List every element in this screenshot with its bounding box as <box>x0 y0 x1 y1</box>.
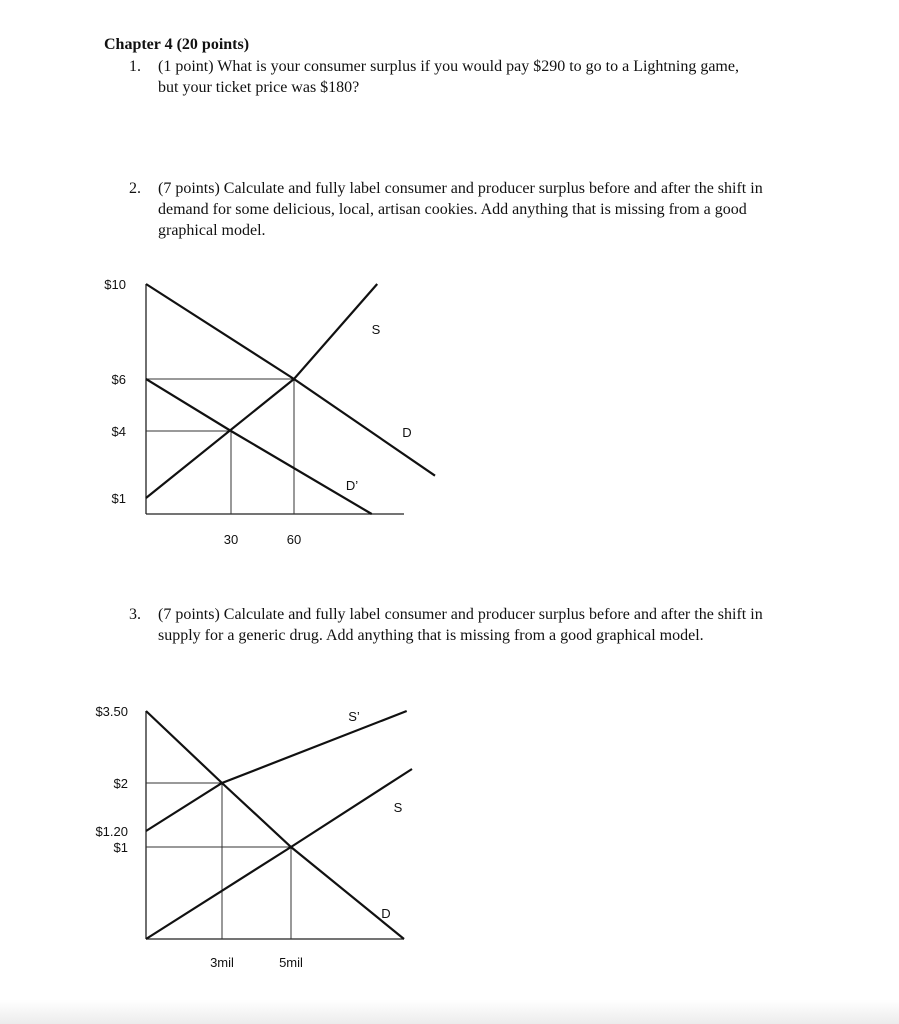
graph1-x-tick-label-30: 30 <box>223 532 239 547</box>
question-2-text: (7 points) Calculate and fully label consumer and producer surplus before and after the shift in demand for some delicious, local, artisan cookies. Add anything that is missing from a good graphical model. <box>158 180 763 239</box>
graph1-curve-d <box>146 284 435 476</box>
graph1-curve-label-d-prime: D’ <box>345 478 359 493</box>
question-3-text: (7 points) Calculate and fully label consumer and producer surplus before and after the shift in supply for a generic drug. Add anything that is missing from a good graphical model. <box>158 606 763 644</box>
graph2-curve-label-s: S <box>393 800 403 815</box>
question-3-number: 3. <box>129 606 141 623</box>
graph2-y-tick-label-1: $1 <box>113 840 128 855</box>
graph2-x-tick-label-3mil: 3mil <box>210 955 234 970</box>
graph1-curve-d-prime <box>146 379 372 514</box>
graph2-y-tick-label-1-20: $1.20 <box>95 824 128 839</box>
graph2-y-tick-label-2: $2 <box>113 776 128 791</box>
graph1-y-tick-label-6: $6 <box>111 372 126 387</box>
graph1-curve-label-s: S <box>371 322 381 337</box>
graph1-y-tick-label-1: $1 <box>111 491 126 506</box>
graph1-x-tick-label-60: 60 <box>286 532 302 547</box>
graph2-curve-label-d: D <box>381 906 391 921</box>
graph2-curve-s-prime <box>146 711 407 831</box>
question-1-number: 1. <box>129 58 141 75</box>
graph2-x-tick-label-5mil: 5mil <box>279 955 303 970</box>
graph1-curve-s <box>146 284 377 498</box>
graph1-y-tick-label-10: $10 <box>104 277 126 292</box>
question-2-number: 2. <box>129 180 141 197</box>
graph2-curve-label-s-prime: S’ <box>348 709 360 724</box>
chapter-title: Chapter 4 (20 points) <box>104 36 250 53</box>
page-bottom-edge <box>0 1000 899 1024</box>
graph2-curve-d <box>146 711 404 939</box>
question-1-text: (1 point) What is your consumer surplus if you would pay $290 to go to a Lightning game, but your ticket price was $180? <box>158 58 739 96</box>
graph2-y-tick-label-3-50: $3.50 <box>95 704 128 719</box>
graph1-curve-label-d: D <box>402 425 412 440</box>
graph1-y-tick-label-4: $4 <box>111 424 126 439</box>
